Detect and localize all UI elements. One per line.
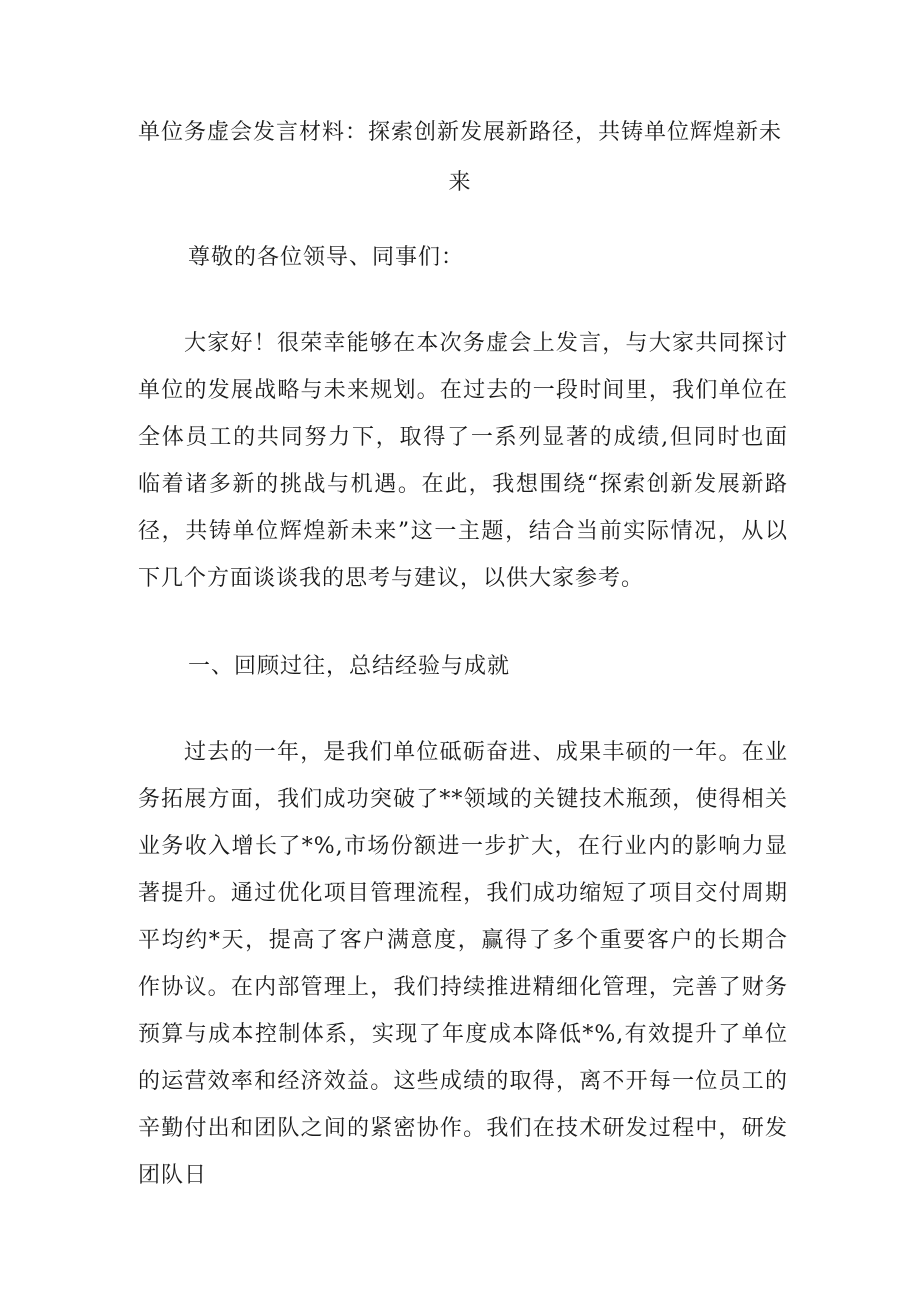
section-paragraph: 过去的一年，是我们单位砥砺奋进、成果丰硕的一年。在业务拓展方面，我们成功突破了**领域的关键技术瓶颈，使得相关业务收入增长了*%,市场份额进一步扩大，在行业内的影响力显著提升。通过优化项目管理流程，我们成功缩短了项目交付周期平均约*天，提高了客户满意度，赢得了多个重要客户的长期合作协议。在内部管理上，我们持续推进精细化管理，完善了财务预算与成本控制体系，实现了年度成本降低*%,有效提升了单位的运营效率和经济效益。这些成绩的取得，离不开每一位员工的辛勤付出和团队之间的紧密协作。我们在技术研发过程中，研发团队日	[138, 740, 788, 1188]
section-heading: 一、回顾过往，总结经验与成就	[188, 654, 511, 679]
intro-paragraph: 大家好！很荣幸能够在本次务虚会上发言，与大家共同探讨单位的发展战略与未来规划。在过去的一段时间里，我们单位在全体员工的共同努力下，取得了一系列显著的成绩,但同时也面临着诸多新的挑战与机遇。在此，我想围绕“探索创新发展新路径，共铸单位辉煌新未来”这一主题，结合当前实际情况，从以下几个方面谈谈我的思考与建议，以供大家参考。	[138, 331, 788, 591]
salutation: 尊敬的各位领导、同事们：	[188, 245, 465, 270]
document-title: 单位务虚会发言材料：探索创新发展新路径，共铸单位辉煌新未来	[137, 120, 782, 195]
